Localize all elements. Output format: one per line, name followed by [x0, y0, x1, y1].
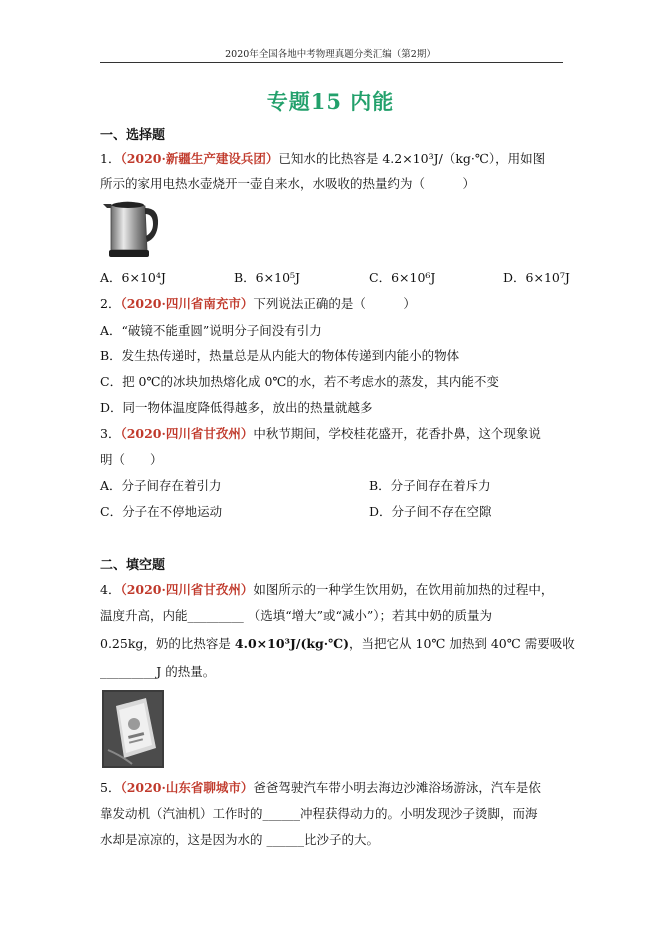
- section-fill-heading: 二、填空题: [100, 558, 166, 573]
- question-1-text: 已知水的比热容是 4.2×10³J/（kg·℃），用如图: [278, 151, 546, 166]
- question-3-option-b: B．分子间存在着斥力: [369, 478, 491, 493]
- question-4-number: 4．: [100, 582, 121, 597]
- question-4-line3-end: ，当把它从 10℃ 加热到 40℃ 需要吸收: [349, 636, 575, 651]
- milk-pack-image: [102, 690, 164, 768]
- question-4-line3: [100, 634, 575, 652]
- question-4-line2: 温度升高，内能_________ （选填“增大”或“减小”）；若其中奶的质量为: [100, 608, 493, 623]
- question-3-text: 中秋节期间，学校桂花盛开，花香扑鼻，这个现象说: [253, 426, 541, 441]
- page-title: 专题15 内能: [266, 89, 395, 114]
- question-2-source: （2020·四川省南充市）: [120, 296, 254, 311]
- question-1-option-b: B．6×10⁵J: [234, 270, 301, 285]
- question-5-line2: 靠发动机（汽油机）工作时的______冲程获得动力的。小明发现沙子烫脚，而海: [100, 806, 538, 821]
- question-1-line2: 所示的家用电热水壶烧开一壶自来水，水吸收的热量约为（ ）: [100, 176, 476, 191]
- question-5-line1: [100, 778, 541, 796]
- question-3-number: 3．: [100, 426, 121, 441]
- question-1-option-c: C．6×10⁶J: [369, 270, 436, 285]
- question-1-option-d: D．6×10⁷J: [503, 270, 570, 285]
- electric-kettle-image: [101, 196, 161, 260]
- page-header: 2020年全国各地中考物理真题分类汇编（第2期）: [225, 49, 436, 60]
- question-4-line3-start: 0.25kg，奶的比热容是: [100, 636, 231, 651]
- question-1-line1: [100, 149, 545, 167]
- question-1-option-a: A．6×10⁴J: [100, 270, 166, 285]
- question-2-option-b: B．发生热传递时，热量总是从内能大的物体传递到内能小的物体: [100, 348, 460, 363]
- question-2-option-a: A．“破镜不能重圆”说明分子间没有引力: [100, 323, 322, 338]
- question-4-line1: [100, 580, 553, 598]
- question-5-line3: 水却是凉凉的，这是因为水的 ______比沙子的大。: [100, 832, 379, 847]
- question-2-option-d: D．同一物体温度降低得越多，放出的热量就越多: [100, 400, 373, 415]
- question-4-source: （2020·四川省甘孜州）: [120, 582, 254, 597]
- question-1-number: 1．: [100, 151, 121, 166]
- question-5-source: （2020·山东省聊城市）: [120, 780, 254, 795]
- specific-heat-value: 4.0×10³J/(kg·℃): [234, 636, 350, 651]
- question-2-option-c: C．把 0℃的冰块加热熔化成 0℃的水，若不考虑水的蒸发，其内能不变: [100, 374, 499, 389]
- question-3-option-d: D．分子间不存在空隙: [369, 504, 492, 519]
- header-rule: [100, 62, 563, 63]
- question-5-number: 5．: [100, 780, 121, 795]
- question-5-text: 爸爸驾驶汽车带小明去海边沙滩浴场游泳，汽车是依: [253, 780, 541, 795]
- question-1-source: （2020·新疆生产建设兵团）: [120, 151, 279, 166]
- question-2-line1: [100, 294, 416, 312]
- question-4-line4: _________J 的热量。: [100, 664, 216, 679]
- question-3-option-c: C．分子在不停地运动: [100, 504, 223, 519]
- question-2-number: 2．: [100, 296, 121, 311]
- question-3-line1: [100, 424, 541, 442]
- question-3-source: （2020·四川省甘孜州）: [120, 426, 254, 441]
- question-2-text: 下列说法正确的是（ ）: [253, 296, 416, 311]
- question-3-option-a: A．分子间存在着引力: [100, 478, 222, 493]
- section-choice-heading: 一、选择题: [100, 128, 166, 143]
- question-4-text: 如图所示的一种学生饮用奶，在饮用前加热的过程中，: [253, 582, 554, 597]
- question-3-line2: 明（ ）: [100, 452, 163, 467]
